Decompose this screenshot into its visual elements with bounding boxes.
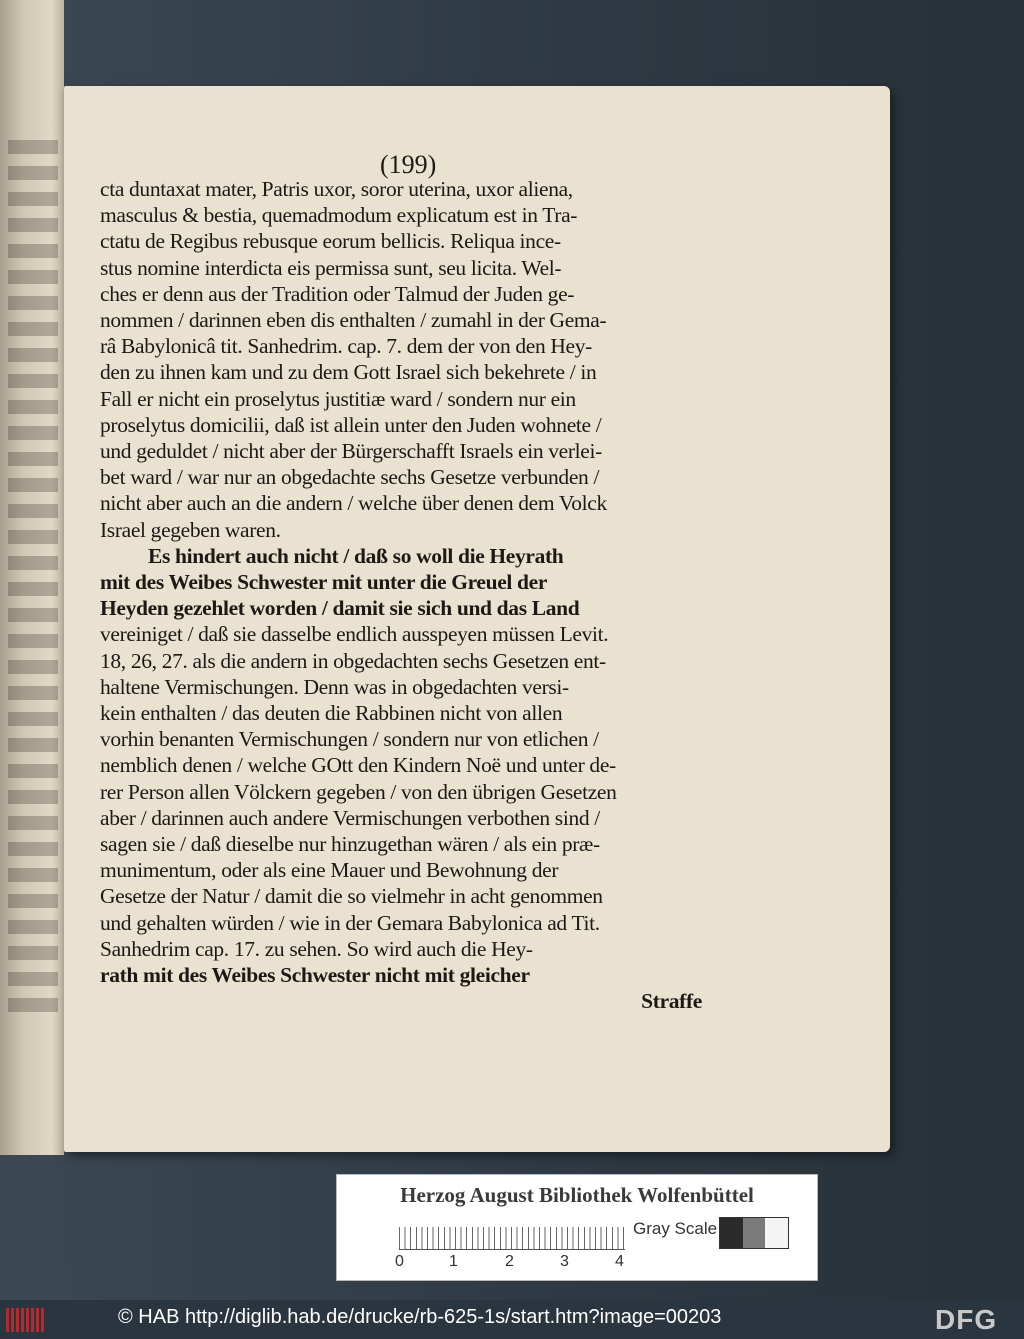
institution-label <box>337 1175 817 1280</box>
text-line: und geduldet / nicht aber der Bürgerschafft Israels ein verlei- <box>100 439 602 464</box>
footer-copyright-url[interactable]: © HAB http://diglib.hab.de/drucke/rb-625-1s/start.htm?image=00203 <box>118 1306 722 1328</box>
text-line: nemblich denen / welche GOtt den Kindern Noë und unter de- <box>100 753 616 778</box>
label-title: Herzog August Bibliothek Wolfenbüttel <box>400 1183 754 1207</box>
dfg-logo: DFG <box>935 1304 998 1335</box>
gray-swatch-mid <box>743 1218 766 1248</box>
ruler-number: 2 <box>505 1253 514 1270</box>
text-line: Fall er nicht ein proselytus justitiæ ward / sondern nur ein <box>100 386 576 411</box>
previous-page-edge <box>0 0 64 1155</box>
text-line: rer Person allen Völckern gegeben / von den übrigen Gesetzen <box>100 779 617 804</box>
hab-logo-icon <box>6 1308 46 1332</box>
text-line: Israel gegeben waren. <box>100 517 281 542</box>
text-line: Heyden gezehlet worden / damit sie sich und das Land <box>100 596 580 621</box>
text-line: Straffe <box>641 989 702 1014</box>
gray-swatch-dark <box>720 1218 743 1248</box>
text-line: Sanhedrim cap. 17. zu sehen. So wird auch die Hey- <box>100 936 533 961</box>
text-line: proselytus domicilii, daß ist allein unter den Juden wohnete / <box>100 412 602 437</box>
page-number: (199) <box>380 150 437 179</box>
ruler-number: 4 <box>615 1253 624 1270</box>
text-line: stus nomine interdicta eis permissa sunt, seu licita. Wel- <box>100 255 562 280</box>
text-line: vereiniget / daß sie dasselbe endlich ausspeyen müssen Levit. <box>100 622 609 647</box>
ruler-number: 0 <box>395 1253 404 1270</box>
text-line: nommen / darinnen eben dis enthalten / zumahl in der Gema- <box>100 308 607 333</box>
text-line: ches er denn aus der Tradition oder Talmud der Juden ge- <box>100 281 575 306</box>
text-line: Gesetze der Natur / damit die so vielmehr in acht genommen <box>100 884 603 909</box>
text-line: aber / darinnen auch andere Vermischungen verbothen sind / <box>100 805 600 830</box>
text-line: rath mit des Weibes Schwester nicht mit gleicher <box>100 963 530 988</box>
text-line: munimentum, oder als eine Mauer und Bewohnung der <box>100 858 559 883</box>
text-line: râ Babylonicâ tit. Sanhedrim. cap. 7. dem der von den Hey- <box>100 334 592 359</box>
gray-swatch-light <box>765 1218 788 1248</box>
text-line: den zu ihnen kam und zu dem Gott Israel sich bekehrete / in <box>100 360 597 385</box>
text-line: und gehalten würden / wie in der Gemara Babylonica ad Tit. <box>100 910 600 935</box>
text-line: haltene Vermischungen. Denn was in obgedachten versi- <box>100 674 569 699</box>
text-line: kein enthalten / das deuten die Rabbinen nicht von allen <box>100 701 563 726</box>
gray-scale-swatches <box>719 1217 789 1249</box>
gray-scale-label: Gray Scale <box>633 1219 718 1238</box>
ruler-numbers <box>395 1253 635 1271</box>
text-line: Es hindert auch nicht / daß so woll die Heyrath <box>148 543 564 568</box>
ruler-number: 1 <box>449 1253 458 1270</box>
text-line: bet ward / war nur an obgedachte sechs Gesetze verbunden / <box>100 465 600 490</box>
text-line: ctatu de Regibus rebusque eorum bellicis. Reliqua ince- <box>100 229 561 254</box>
previous-page-text-fragments <box>8 140 58 1020</box>
text-line: nicht aber auch an die andern / welche über denen dem Volck <box>100 491 607 516</box>
text-line: 18, 26, 27. als die andern in obgedachten sechs Gesetzen ent- <box>100 648 606 673</box>
scale-ruler <box>399 1219 625 1250</box>
text-line: masculus & bestia, quemadmodum explicatum est in Tra- <box>100 203 578 228</box>
text-line: vorhin benanten Vermischungen / sondern nur von etlichen / <box>100 727 599 752</box>
footer-bar <box>0 1300 1024 1339</box>
text-line: mit des Weibes Schwester mit unter die Greuel der <box>100 570 548 595</box>
ruler-number: 3 <box>560 1253 569 1270</box>
text-line: cta duntaxat mater, Patris uxor, soror uterina, uxor aliena, <box>100 177 573 201</box>
page-text-block <box>100 176 702 1015</box>
text-line: sagen sie / daß dieselbe nur hinzugethan wären / als ein præ- <box>100 832 600 857</box>
